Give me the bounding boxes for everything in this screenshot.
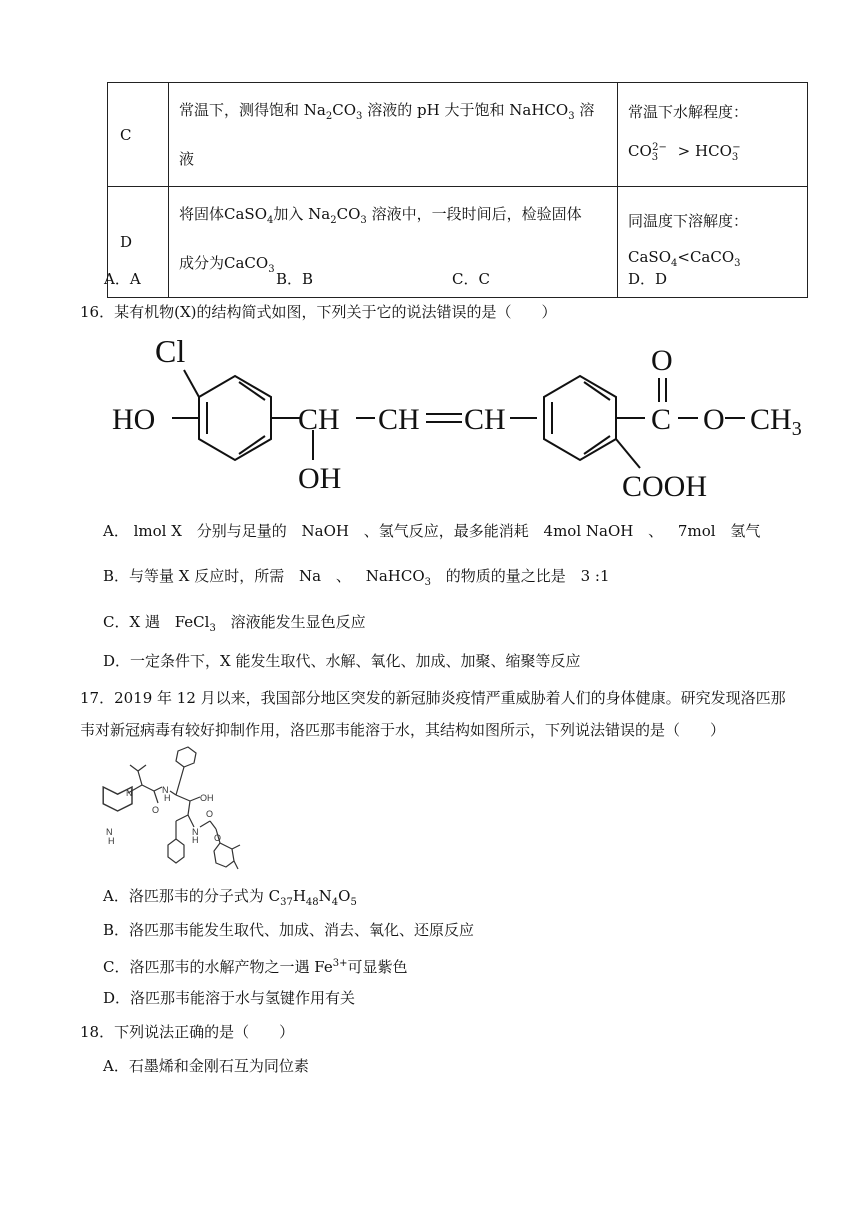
formula-caso4: CaSO$_4$ — [224, 205, 274, 226]
lopinavir-structure-diagram — [96, 745, 258, 877]
text-segment: 常温下，测得饱和 — [179, 101, 300, 119]
conclusion-formula: $CO_3^{2-} > HCO_3^-$ — [628, 141, 741, 163]
formula-na2co3: $Na_2CO_3$ — [303, 205, 367, 226]
option-prefix: C．X 遇 — [103, 613, 160, 631]
question-17-stem-line1: 17．2019 年 12 月以来，我国部分地区突发的新冠肺炎疫情严重威胁着人们的身体健康。研究发现洛匹那 — [80, 689, 786, 707]
ch3-label: $CH_3$ — [750, 403, 802, 440]
row-letter: C — [108, 83, 169, 187]
question-16-stem: 16．某有机物(X)的结构简式如图，下列关于它的说法错误的是（ ） — [80, 303, 557, 321]
q16-option-c[interactable] — [103, 612, 366, 639]
q18-option-a[interactable]: A．石墨烯和金刚石互为同位素 — [103, 1057, 309, 1075]
text-segment: 的物质的量之比是 — [445, 567, 566, 585]
text-segment: 溶 — [579, 101, 595, 119]
options-table — [107, 82, 808, 298]
conclusion-label: 同温度下溶解度： — [628, 211, 749, 230]
row-experiment-text — [169, 83, 618, 187]
text-segment: 氢气 — [730, 522, 761, 540]
o-label: O — [214, 833, 222, 843]
o-label: O — [703, 403, 725, 436]
text-segment: 溶液中，一段时间后，检验固体 — [371, 205, 582, 223]
text-segment: 大于饱和 — [444, 101, 505, 119]
text-segment: 7mol — [677, 522, 716, 540]
text-segment: 液 — [179, 150, 195, 168]
formula-fecl3: FeCl$_3$ — [174, 613, 216, 634]
q17-option-d[interactable]: D．洛匹那韦能溶于水与氢键作用有关 — [103, 989, 356, 1007]
text-segment: 分别与足量的 — [196, 522, 287, 540]
q17-option-a[interactable]: A．洛匹那韦的分子式为 $C_{37}H_{48}N_4O_5$ — [103, 887, 357, 908]
o-label: O — [206, 809, 214, 819]
question-17-stem-line2: 韦对新冠病毒有较好抑制作用，洛匹那韦能溶于水，其结构如图所示，下列说法错误的是（ ） — [80, 721, 726, 739]
n-label: N — [126, 788, 133, 798]
table-row — [108, 83, 808, 187]
question-18-stem: 18．下列说法正确的是（ ） — [80, 1023, 295, 1041]
row-conclusion — [618, 83, 808, 187]
q17-option-b[interactable]: B．洛匹那韦能发生取代、加成、消去、氧化、还原反应 — [103, 921, 475, 939]
o-label: O — [152, 805, 160, 815]
h-label: H — [108, 836, 115, 846]
formula-nahco3: NaHCO$_3$ — [365, 567, 431, 588]
structure-x-diagram — [100, 330, 840, 510]
text-segment: NaOH — [301, 522, 349, 540]
option-prefix: A． — [103, 522, 129, 540]
text-segment: 溶液能发生显色反应 — [230, 613, 366, 631]
o-label: O — [651, 344, 673, 377]
option-text: A．洛匹那韦的分子式为 C — [103, 887, 281, 905]
q16-option-a[interactable] — [103, 521, 760, 541]
formula-caco3: CaCO$_3$ — [224, 254, 275, 275]
option-text: 可显紫色 — [347, 958, 408, 976]
choice-b[interactable]: B．B — [276, 270, 314, 288]
conclusion-label: 常温下水解程度： — [628, 102, 749, 121]
c-label: C — [651, 403, 672, 436]
n-label: N — [162, 785, 169, 795]
text-segment: pH — [416, 101, 440, 119]
ch-label: CH — [298, 403, 340, 436]
ch-label: CH — [464, 403, 506, 436]
h-label: H — [192, 835, 199, 845]
option-text: C．洛匹那韦的水解产物之一遇 Fe — [103, 958, 333, 976]
option-prefix: B．与等量 X 反应时，所需 — [103, 567, 285, 585]
q17-option-c[interactable]: C．洛匹那韦的水解产物之一遇 $Fe^{3+}$可显紫色 — [103, 958, 408, 976]
text-segment: Na — [299, 567, 322, 585]
h-label: H — [164, 793, 171, 803]
ho-label: HO — [112, 403, 156, 436]
row-letter: D — [108, 187, 169, 298]
conclusion-formula: CaSO$_4$<CaCO$_3$ — [628, 247, 741, 269]
text-segment: lmol X — [133, 522, 182, 540]
oh-label: OH — [298, 462, 342, 495]
text-segment: 成分为 — [179, 254, 225, 272]
n-label: N — [192, 827, 199, 837]
text-segment: 4mol NaOH — [543, 522, 634, 540]
choice-a[interactable]: A．A — [104, 270, 141, 288]
text-segment: 、氢气反应，最多能消耗 — [363, 522, 529, 540]
formula-nahco3: NaHCO$_3$ — [509, 101, 575, 122]
oh-label: OH — [200, 793, 214, 803]
choice-d[interactable]: D．D — [628, 270, 668, 288]
q16-option-d[interactable]: D．一定条件下，X 能发生取代、水解、氧化、加成、加聚、缩聚等反应 — [103, 652, 581, 670]
cooh-label: COOH — [622, 470, 708, 503]
text-segment: 溶液的 — [367, 101, 413, 119]
text-segment: 将固体 — [179, 205, 225, 223]
text-segment: 、 — [335, 567, 351, 585]
cl-label: Cl — [155, 333, 186, 369]
row-experiment-text — [169, 187, 618, 298]
text-segment: 加入 — [273, 205, 304, 223]
q16-option-b[interactable] — [103, 566, 610, 593]
text-segment: 、 — [648, 522, 664, 540]
ch-label: CH — [378, 403, 420, 436]
text-segment: 3 :1 — [580, 567, 610, 585]
choice-c[interactable]: C．C — [452, 270, 490, 288]
formula-na2co3: $Na_2CO_3$ — [303, 101, 363, 122]
nh-label: N — [106, 827, 113, 837]
